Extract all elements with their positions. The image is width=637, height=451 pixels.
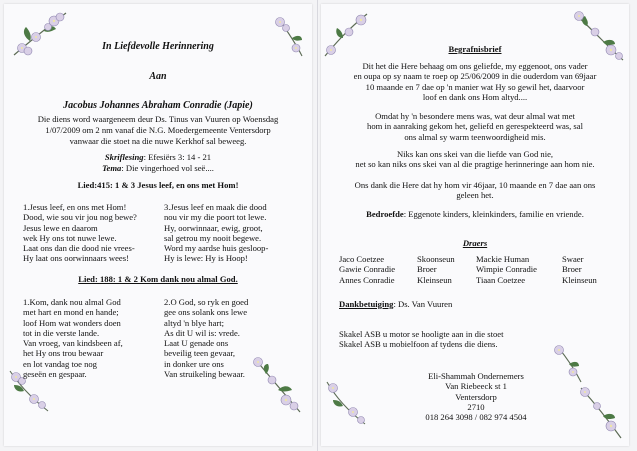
verse-line: Hy laat ons oorwinnaars wees! <box>23 253 129 264</box>
pallbearer-names-col-1 <box>339 254 395 285</box>
deceased-name: Jacobus Johannes Abraham Conradie (Japie) <box>63 100 253 111</box>
instructions <box>339 329 503 350</box>
verse-line: Hy, oorwinnaar, ewig, groot, <box>164 222 263 233</box>
verse-line: tot in die verste lande. <box>23 327 100 338</box>
acknowledgement-value: : Ds. Van Vuuren <box>393 299 453 309</box>
verse-line: met hart en mond en hande; <box>23 307 119 318</box>
verse-line: Van struikeling bewaar. <box>164 369 245 380</box>
pallbearer-name: Jaco Coetzee <box>339 254 385 264</box>
pallbearer-relation: Skoonseun <box>417 254 455 264</box>
undertaker-details <box>381 371 571 422</box>
verse-line: nou vir my die poort tot lewe. <box>164 212 267 223</box>
pallbearer-relations-col-2 <box>562 254 597 285</box>
service-line: Die diens word waargeneem deur Ds. Tinus van Vuuren op Woensdag <box>37 114 279 124</box>
skriflesing-value: : Efesiërs 3: 14 - 21 <box>143 152 212 162</box>
verse-line: geseën en gespaar. <box>23 369 87 380</box>
verse-line: wek Hy ons tot nuwe lewe. <box>23 232 117 243</box>
bereaved-line <box>321 209 629 219</box>
verse-line: Van vroeg, van kindsbeen af, <box>23 338 123 349</box>
pallbearer-name: Wimpie Conradie <box>476 264 537 275</box>
pallbearers-title: Draers <box>462 238 488 248</box>
pallbearer-relation: Swaer <box>562 254 584 264</box>
service-line: vanwaar die stoet na die nuwe Kerkhof sal beweeg. <box>69 136 247 146</box>
verse-line: altyd 'n blye hart; <box>164 317 225 328</box>
verse-line: 3.Jesus leef en maak die dood <box>164 202 267 212</box>
hymn-188-verse-1 <box>23 297 123 379</box>
verse-line: Jesus lewe en daarom <box>23 222 98 233</box>
pallbearer-names-col-2 <box>476 254 537 285</box>
paragraph-2 <box>321 111 629 142</box>
verse-line: beveilig teen gevaar, <box>164 348 235 359</box>
text-line: en oupa op sy naam te roep op 25/06/2009 in die ouderdom van 69jaar <box>353 71 597 82</box>
verse-line: loof Hom wat wonders doen <box>23 317 121 328</box>
tema-value: : Die vingerhoed vol seë.... <box>121 163 214 173</box>
undertaker-line: 018 264 3098 / 082 974 4504 <box>425 412 527 423</box>
fold-divider <box>317 0 318 451</box>
verse-line: in donker ure ons <box>164 358 224 369</box>
theme <box>4 163 312 173</box>
verse-line: Word my aardse huis gesloop- <box>164 243 269 254</box>
hymn-415-verse-3 <box>164 202 268 264</box>
text-line: Niks kan ons skei van die liefde van God nie, <box>396 149 554 159</box>
hymn-415-title: Lied:415: 1 & 3 Jesus leef, en ons met Hom! <box>77 180 239 190</box>
pallbearer-name: Tiaan Coetzee <box>476 274 526 285</box>
verse-line: Hy is lewe: Hy is Hoop! <box>164 253 248 264</box>
pallbearer-relation: Broer <box>562 264 582 275</box>
undertaker-line: 2710 <box>467 401 485 412</box>
pallbearer-relation: Kleinseun <box>562 274 597 285</box>
tema-label: Tema <box>102 163 122 173</box>
verse-line: sal getrou my nooit begewe. <box>164 232 262 243</box>
heading-in-loving-memory: In Liefdevolle Herinnering <box>102 41 214 52</box>
verse-line: As dit U wil is: vrede. <box>164 327 240 338</box>
undertaker-line: Ventersdorp <box>455 391 497 402</box>
pallbearer-name: Gawie Conradie <box>339 264 396 275</box>
bereaved-value: : Eggenote kinders, kleinkinders, familie en vriende. <box>403 209 584 219</box>
left-page <box>4 4 312 446</box>
acknowledgement-line <box>339 299 452 309</box>
service-line: 1/07/2009 om 2 nm vanaf die N.G. Moedergemeente Ventersdorp <box>45 125 271 135</box>
paragraph-4 <box>321 180 629 201</box>
verse-line: Laat ons dan die dood nie vrees- <box>23 243 135 254</box>
heading-aan: Aan <box>149 71 167 82</box>
pallbearer-name: Annes Conradie <box>339 274 395 285</box>
text-line: loof en dank ons Hom altyd.... <box>422 91 528 102</box>
text-line: net so kan niks ons skei van al die pragtige herinneringe aan hom nie. <box>355 159 595 170</box>
text-line: geleen het. <box>456 190 494 201</box>
verse-line: Laat U genade ons <box>164 338 229 349</box>
text-line: 10 maande en 7 dae op 'n manier wat Hy so gewil het, daarvoor <box>365 81 585 92</box>
verse-line: gee ons solank ons lewe <box>164 307 248 318</box>
paragraph-3 <box>321 149 629 170</box>
instruction-line: Skakel ASB u mobielfoon af tydens die diens. <box>339 339 498 350</box>
skriflesing-label: Skriflesing <box>104 152 144 162</box>
instruction-line: Skakel ASB u motor se hooligte aan in die stoet <box>339 329 504 339</box>
flower-decoration-icon <box>569 8 627 64</box>
flower-decoration-icon <box>575 384 625 440</box>
acknowledgement-label: Dankbetuiging <box>339 299 394 309</box>
text-line: ons almal sy warm teenwoordigheid mis. <box>404 131 546 142</box>
flower-decoration-icon <box>323 378 369 428</box>
verse-line: 1.Kom, dank nou almal God <box>23 297 121 307</box>
hymn-188-title: Lied: 188: 1 & 2 Kom dank nou almal God. <box>78 274 238 284</box>
pallbearer-relation: Kleinseun <box>417 274 452 285</box>
funeral-letter-title: Begrafnisbrief <box>448 44 502 54</box>
verse-line: 1.Jesus leef, en ons met Hom! <box>23 202 127 212</box>
verse-line: het Hy ons trou bewaar <box>23 348 104 359</box>
verse-line: Dood, wie sou vir jou nog bewe? <box>23 212 137 223</box>
scripture-reading <box>4 152 312 162</box>
pallbearer-relation: Broer <box>417 264 437 275</box>
right-page <box>321 4 629 446</box>
flower-decoration-icon <box>248 356 304 414</box>
text-line: hom in aanraking gekom het, geliefd en gerespekteerd was, sal <box>367 121 583 132</box>
text-line: Ons dank die Here dat hy hom vir 46jaar, 10 maande en 7 dae aan ons <box>354 180 596 190</box>
bereaved-label: Bedroefde <box>366 209 404 219</box>
paragraph-1 <box>321 61 629 102</box>
undertaker-line: Van Riebeeck st 1 <box>445 381 507 392</box>
text-line: Omdat hy 'n besondere mens was, wat deur almal wat met <box>375 111 575 121</box>
text-line: Dit het die Here behaag om ons geliefde, my eggenoot, ons vader <box>362 61 588 71</box>
verse-line: en lot vandag toe nog <box>23 358 97 369</box>
verse-line: 2.O God, so ryk en goed <box>164 297 249 307</box>
hymn-415-verse-1 <box>23 202 137 264</box>
pallbearer-name: Mackie Human <box>476 254 530 264</box>
hymn-188-verse-2 <box>164 297 248 379</box>
pallbearer-relations-col-1 <box>417 254 455 285</box>
undertaker-line: Eli-Shammah Ondernemers <box>428 371 524 381</box>
